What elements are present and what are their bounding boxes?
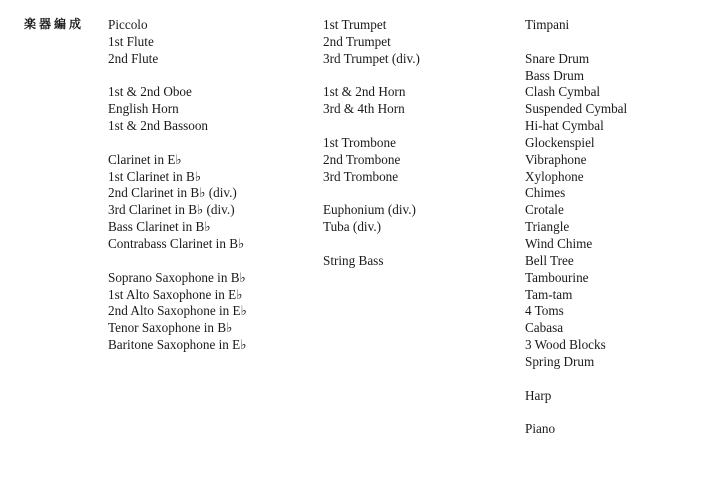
instrument-item: 4 Toms bbox=[525, 303, 564, 319]
spacer bbox=[323, 68, 420, 85]
instrument-item: 3 Wood Blocks bbox=[525, 337, 606, 353]
instrument-item: 2nd Flute bbox=[108, 50, 159, 66]
instrument-item: 1st Clarinet in B♭ bbox=[108, 168, 202, 184]
instrument-item: 1st Trumpet bbox=[323, 17, 387, 32]
instrument-item: 2nd Trombone bbox=[323, 151, 401, 167]
instrument-item: Triangle bbox=[525, 219, 570, 235]
instrument-item: 1st & 2nd Bassoon bbox=[108, 118, 209, 134]
spacer bbox=[323, 118, 420, 135]
instrument-item: 1st Flute bbox=[108, 33, 154, 49]
instrument-item: Glockenspiel bbox=[525, 134, 595, 150]
spacer bbox=[525, 371, 627, 388]
instrument-item: 3rd Clarinet in B♭ (div.) bbox=[108, 202, 235, 218]
instrument-item: Piano bbox=[525, 421, 556, 437]
instrument-item: Xylophone bbox=[525, 168, 584, 184]
instrument-item: English Horn bbox=[108, 101, 179, 117]
spacer bbox=[108, 135, 247, 152]
instrument-item: 3rd Trumpet (div.) bbox=[323, 50, 420, 66]
spacer bbox=[525, 34, 627, 51]
instrument-item: String Bass bbox=[323, 252, 384, 268]
instrument-item: Snare Drum bbox=[525, 50, 590, 66]
instrument-item: Euphonium (div.) bbox=[323, 202, 416, 218]
instrument-item: Spring Drum bbox=[525, 353, 595, 369]
instrument-item: Tambourine bbox=[525, 269, 589, 285]
spacer bbox=[108, 253, 247, 270]
spacer bbox=[323, 185, 420, 202]
instrument-item: Suspended Cymbal bbox=[525, 101, 628, 117]
percussion-section-list bbox=[525, 17, 627, 438]
spacer bbox=[108, 68, 247, 85]
instrument-item: Baritone Saxophone in E♭ bbox=[108, 337, 247, 353]
instrument-item: 1st Trombone bbox=[323, 134, 396, 150]
instrument-item: 1st & 2nd Horn bbox=[323, 84, 406, 100]
instrument-item: Bass Drum bbox=[525, 67, 584, 83]
instrument-item: Wind Chime bbox=[525, 235, 593, 251]
instrument-item: Vibraphone bbox=[525, 151, 587, 167]
instrument-item: Soprano Saxophone in B♭ bbox=[108, 269, 246, 285]
instrument-item: Cabasa bbox=[525, 320, 564, 336]
instrument-item: Crotale bbox=[525, 202, 564, 218]
instrument-item: Hi-hat Cymbal bbox=[525, 118, 604, 134]
instrument-item: 1st Alto Saxophone in E♭ bbox=[108, 286, 243, 302]
instrument-item: Bell Tree bbox=[525, 252, 574, 268]
instrument-item: Chimes bbox=[525, 185, 566, 201]
spacer bbox=[525, 404, 627, 421]
instrument-item: Timpani bbox=[525, 17, 570, 32]
instrument-item: 2nd Clarinet in B♭ (div.) bbox=[108, 185, 237, 201]
spacer bbox=[323, 236, 420, 253]
instrument-item: 2nd Alto Saxophone in E♭ bbox=[108, 303, 247, 319]
brass-section-list bbox=[323, 17, 420, 270]
instrument-item: 2nd Trumpet bbox=[323, 33, 391, 49]
instrument-item: 3rd & 4th Horn bbox=[323, 101, 405, 117]
instrument-item: 1st & 2nd Oboe bbox=[108, 84, 192, 100]
instrument-item: Tam-tam bbox=[525, 286, 573, 302]
instrument-item: Piccolo bbox=[108, 17, 148, 32]
instrument-item: Clarinet in E♭ bbox=[108, 151, 182, 167]
woodwind-section-list bbox=[108, 17, 247, 354]
instrument-item: Bass Clarinet in B♭ bbox=[108, 219, 211, 235]
instrument-item: Tuba (div.) bbox=[323, 219, 382, 235]
instrument-item: Harp bbox=[525, 387, 552, 403]
instrumentation-heading: 楽器編成 bbox=[24, 17, 85, 31]
instrument-item: 3rd Trombone bbox=[323, 168, 399, 184]
instrument-item: Contrabass Clarinet in B♭ bbox=[108, 235, 245, 251]
instrument-item: Clash Cymbal bbox=[525, 84, 601, 100]
instrument-item: Tenor Saxophone in B♭ bbox=[108, 320, 233, 336]
